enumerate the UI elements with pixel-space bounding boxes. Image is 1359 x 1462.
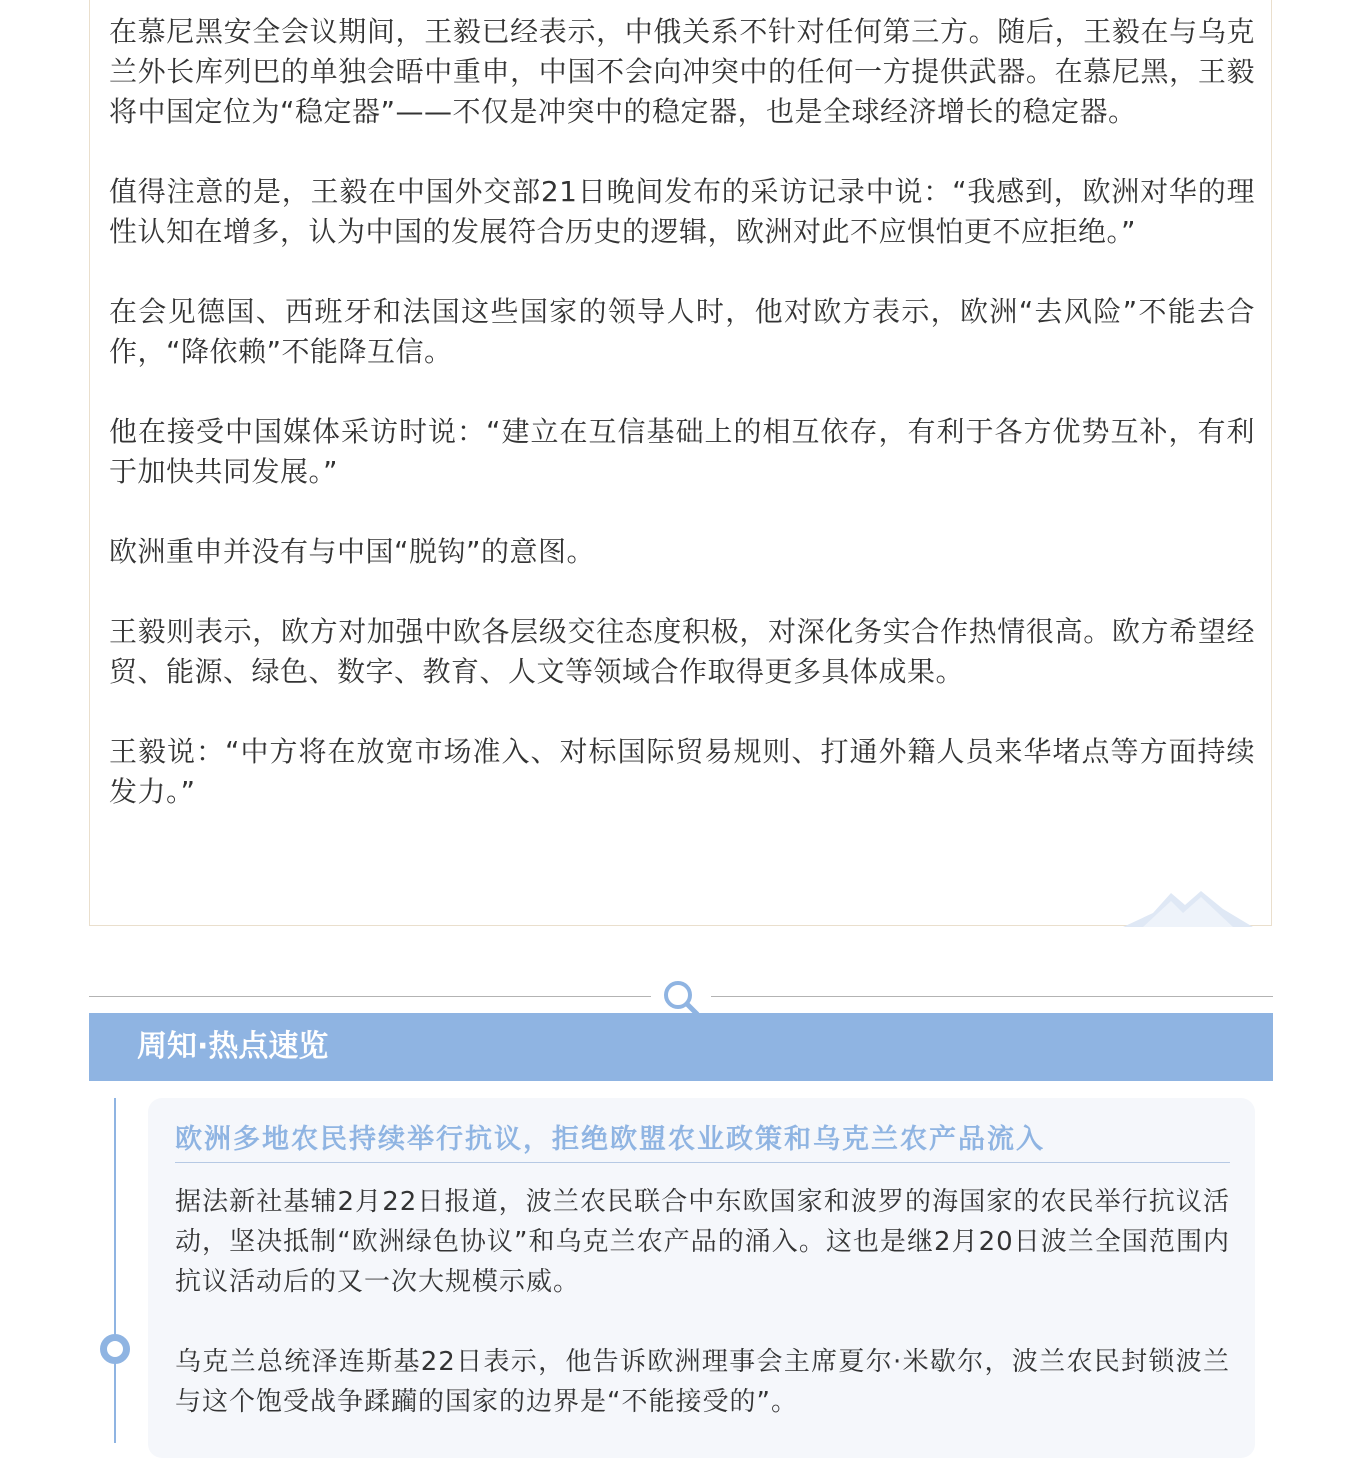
article-paragraph: 他在接受中国媒体采访时说：“建立在互信基础上的相互依存，有利于各方优势互补，有利于加快共同发展。” [109, 415, 1255, 488]
search-icon [661, 978, 701, 1018]
section-banner [89, 1013, 1273, 1081]
mountain-decoration-icon [1123, 883, 1253, 927]
divider-left [89, 996, 651, 997]
news-paragraph: 据法新社基辅2月22日报道，波兰农民联合中东欧国家和波罗的海国家的农民举行抗议活动，坚决抵制“欧洲绿色协议”和乌克兰农产品的涌入。这也是继2月20日波兰全国范围内抗议活动后的又一次大规模示威。 [175, 1187, 1230, 1297]
divider-right [711, 996, 1273, 997]
article-paragraph: 王毅则表示，欧方对加强中欧各层级交往态度积极，对深化务实合作热情很高。欧方希望经贸、能源、绿色、数字、教育、人文等领域合作取得更多具体成果。 [109, 615, 1255, 688]
article-paragraph: 在慕尼黑安全会议期间，王毅已经表示，中俄关系不针对任何第三方。随后，王毅在与乌克兰外长库列巴的单独会晤中重申，中国不会向冲突中的任何一方提供武器。在慕尼黑，王毅将中国定位为“稳定器”——不仅是冲突中的稳定器，也是全球经济增长的稳定器。 [109, 15, 1255, 128]
news-body [175, 1182, 1230, 1462]
timeline-dot-icon [100, 1334, 130, 1364]
article-paragraph: 在会见德国、西班牙和法国这些国家的领导人时，他对欧方表示，欧洲“去风险”不能去合作，“降依赖”不能降互信。 [109, 295, 1255, 368]
article-text [109, 12, 1255, 852]
article-box [89, 0, 1272, 926]
news-card [148, 1098, 1255, 1458]
news-title: 欧洲多地农民持续举行抗议，拒绝欧盟农业政策和乌克兰农产品流入 [175, 1122, 1230, 1163]
article-paragraph: 王毅说：“中方将在放宽市场准入、对标国际贸易规则、打通外籍人员来华堵点等方面持续发力。” [109, 735, 1255, 808]
article-paragraph: 欧洲重申并没有与中国“脱钩”的意图。 [109, 535, 596, 568]
timeline-line [114, 1098, 116, 1443]
article-paragraph: 值得注意的是，王毅在中国外交部21日晚间发布的采访记录中说：“我感到，欧洲对华的理性认知在增多，认为中国的发展符合历史的逻辑，欧洲对此不应惧怕更不应拒绝。” [109, 175, 1255, 248]
section-title: 周知·热点速览 [137, 1029, 329, 1064]
news-paragraph: 乌克兰总统泽连斯基22日表示，他告诉欧洲理事会主席夏尔·米歇尔，波兰农民封锁波兰与这个饱受战争蹂躏的国家的边界是“不能接受的”。 [175, 1347, 1230, 1417]
